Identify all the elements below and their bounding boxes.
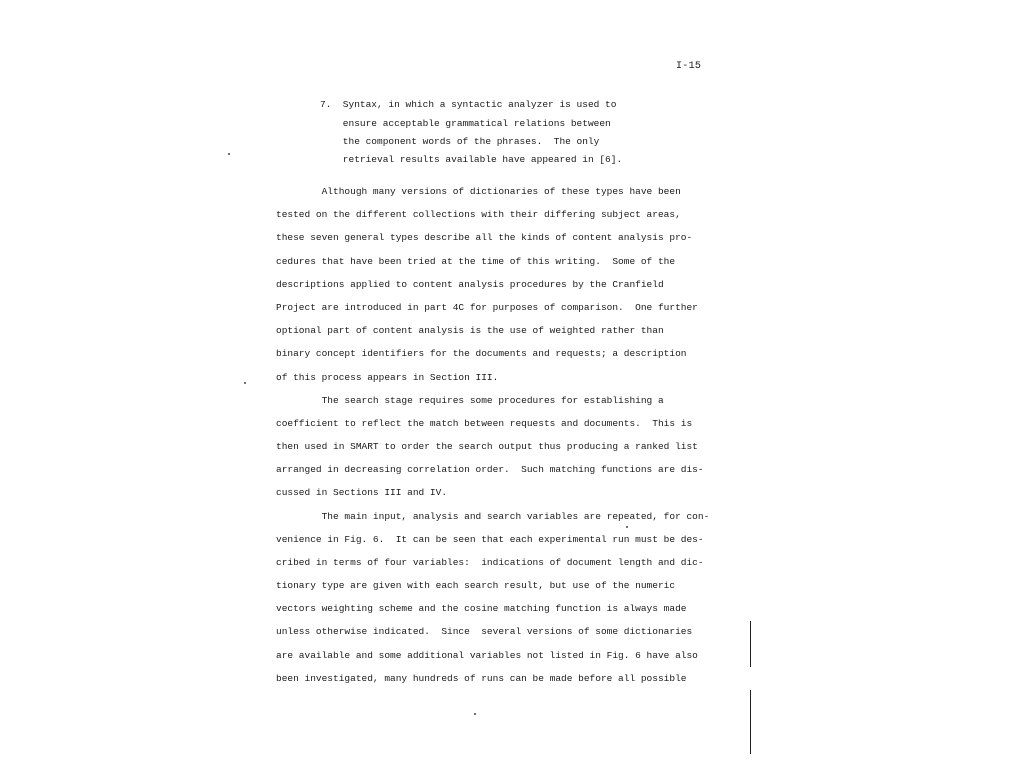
page-number: I-15 xyxy=(676,61,702,72)
margin-rule xyxy=(750,690,751,754)
paragraph-2-line: coefficient to reflect the match between requests and documents. This is xyxy=(276,418,693,429)
paragraph-3-line: tionary type are given with each search result, but use of the numeric xyxy=(276,580,676,591)
paragraph-2-line: The search stage requires some procedures for establishing a xyxy=(276,395,664,406)
paragraph-2-line: cussed in Sections III and IV. xyxy=(276,487,448,498)
paragraph-3-line: unless otherwise indicated. Since several versions of some dictionaries xyxy=(276,626,693,637)
paragraph-1-line: Project are introduced in part 4C for purposes of comparison. One further xyxy=(276,302,698,313)
scan-speck xyxy=(626,526,628,528)
paragraph-3-line: venience in Fig. 6. It can be seen that each experimental run must be des- xyxy=(276,534,704,545)
paragraph-1-line: these seven general types describe all the kinds of content analysis pro- xyxy=(276,232,693,243)
paragraph-1-line: tested on the different collections with their differing subject areas, xyxy=(276,209,681,220)
scan-speck xyxy=(474,713,476,715)
paragraph-3-line: are available and some additional variables not listed in Fig. 6 have also xyxy=(276,650,698,661)
list-line: 7. Syntax, in which a syntactic analyzer is used to xyxy=(320,99,617,110)
list-line: the component words of the phrases. The only xyxy=(320,136,600,147)
list-line: ensure acceptable grammatical relations between xyxy=(320,118,611,129)
paragraph-1-line: descriptions applied to content analysis procedures by the Cranfield xyxy=(276,279,664,290)
paragraph-1-line: optional part of content analysis is the use of weighted rather than xyxy=(276,325,664,336)
paragraph-1-line: cedures that have been tried at the time of this writing. Some of the xyxy=(276,256,676,267)
paragraph-1-line: of this process appears in Section III. xyxy=(276,372,499,383)
paragraph-3-line: been investigated, many hundreds of runs can be made before all possible xyxy=(276,673,687,684)
paragraph-1-line: Although many versions of dictionaries of these types have been xyxy=(276,186,681,197)
paragraph-3-line: vectors weighting scheme and the cosine matching function is always made xyxy=(276,603,687,614)
list-line: retrieval results available have appeared in [6]. xyxy=(320,154,623,165)
paragraph-2-line: then used in SMART to order the search output thus producing a ranked list xyxy=(276,441,698,452)
paragraph-3-line: cribed in terms of four variables: indications of document length and dic- xyxy=(276,557,704,568)
paragraph-2-line: arranged in decreasing correlation order. Such matching functions are dis- xyxy=(276,464,704,475)
paragraph-1-line: binary concept identifiers for the documents and requests; a description xyxy=(276,348,687,359)
margin-rule xyxy=(750,621,751,667)
scan-speck xyxy=(244,382,246,384)
paragraph-3-line: The main input, analysis and search variables are repeated, for con- xyxy=(276,511,710,522)
scan-speck xyxy=(228,153,230,155)
